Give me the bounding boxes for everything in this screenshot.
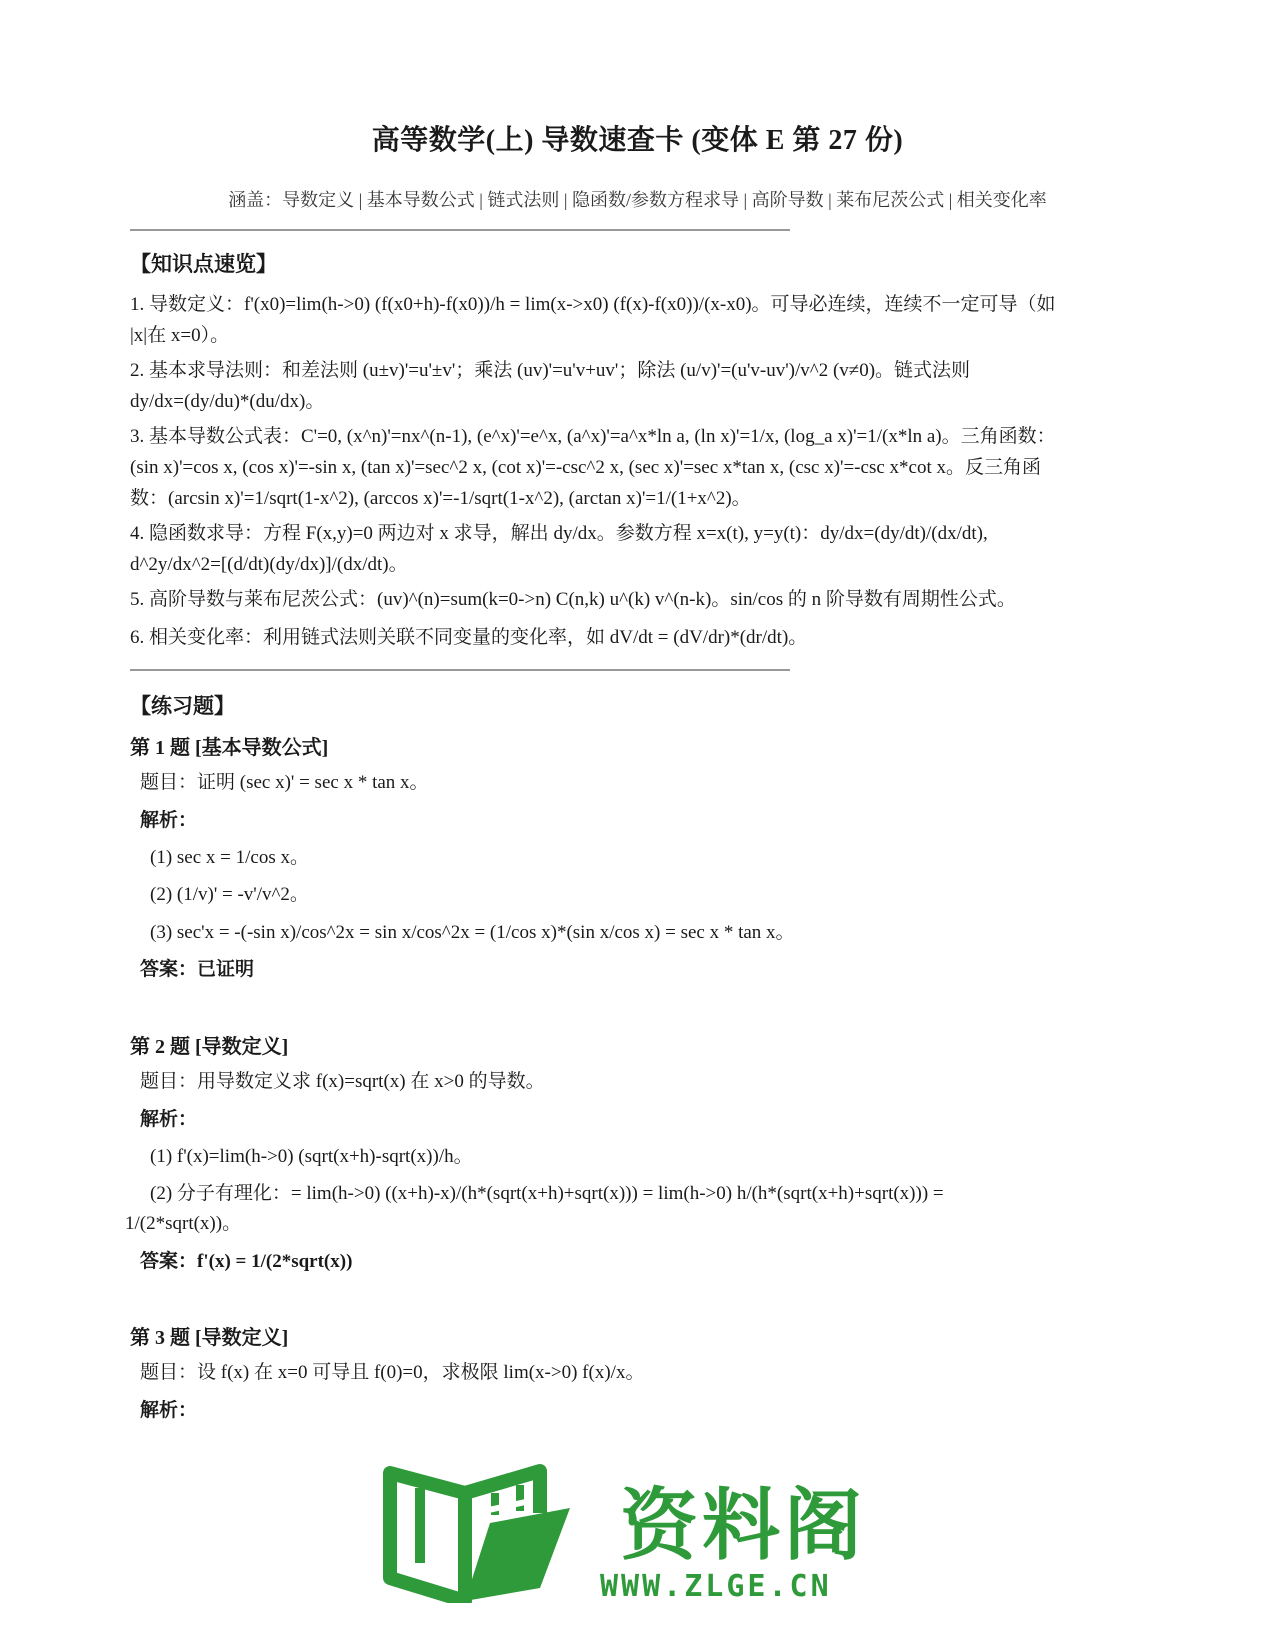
knowledge-item-text: |x|在 x=0）。 [130, 325, 230, 346]
question-prompt: 题目：证明 (sec x)' = sec x * tan x。 [140, 772, 429, 793]
analysis-step: (3) sec'x = -(-sin x)/cos^2x = sin x/cos^2x = (1/cos x)*(sin x/cos x) = sec x * tan x。 [150, 922, 795, 943]
knowledge-item-text: 1. 导数定义：f'(x0)=lim(h->0) (f(x0+h)-f(x0))/h = lim(x->x0) (f(x)-f(x0))/(x-x0)。可导必连续，连续不一定可导（如 [130, 294, 1056, 315]
knowledge-item-1 [130, 289, 1150, 351]
knowledge-item-text: 6. 相关变化率：利用链式法则关联不同变量的变化率，如 dV/dt = (dV/dr)*(dr/dt)。 [130, 627, 808, 648]
knowledge-item-text: 3. 基本导数公式表：C'=0, (x^n)'=nx^(n-1), (e^x)'=e^x, (a^x)'=a^x*ln a, (ln x)'=1/x, (log_a x)'=1/(x*ln a)。三角函数： [130, 426, 1056, 447]
analysis-step-text: 1/(2*sqrt(x))。 [125, 1213, 242, 1234]
question-1 [130, 731, 1150, 760]
knowledge-item-text: 2. 基本求导法则：和差法则 (u±v)'=u'±v'；乘法 (uv)'=u'v+uv'；除法 (u/v)'=(u'v-uv')/v^2 (v≠0)。链式法则 [130, 360, 971, 381]
exercises-heading: 【练习题】 [130, 694, 235, 718]
knowledge-section [130, 248, 1150, 278]
analysis-label: 解析： [140, 1109, 198, 1130]
analysis-label: 解析： [140, 810, 198, 831]
knowledge-item-text: 4. 隐函数求导：方程 F(x,y)=0 两边对 x 求导，解出 dy/dx。参数方程 x=x(t), y=y(t)：dy/dx=(dy/dt)/(dx/dt), [130, 523, 988, 544]
watermark-logo [400, 1463, 880, 1613]
knowledge-item-3 [130, 421, 1150, 514]
divider-line [130, 229, 790, 231]
question-2 [130, 1030, 1150, 1059]
knowledge-item-2 [130, 355, 1150, 417]
analysis-step-text: (2) 分子有理化：= lim(h->0) ((x+h)-x)/(h*(sqrt(x+h)+sqrt(x))) = lim(h->0) h/(h*(sqrt(x+h)+sqrt(x))) = [150, 1183, 944, 1204]
knowledge-item-text: dy/dx=(dy/du)*(du/dx)。 [130, 391, 325, 412]
answer-value: 已证明 [197, 959, 255, 980]
question-3 [130, 1321, 1150, 1350]
answer-line [130, 1247, 1160, 1277]
question-heading: 第 1 题 [基本导数公式] [130, 737, 329, 759]
question-prompt: 题目：设 f(x) 在 x=0 可导且 f(0)=0，求极限 lim(x->0) f(x)/x。 [140, 1362, 645, 1383]
analysis-step: (2) (1/v)' = -v'/v^2。 [150, 884, 309, 905]
knowledge-item-text: 5. 高阶导数与莱布尼茨公式：(uv)^(n)=sum(k=0->n) C(n,k) u^(k) v^(n-k)。sin/cos 的 n 阶导数有周期性公式。 [130, 589, 1016, 610]
page-title: 高等数学(上) 导数速查卡 (变体 E 第 27 份) [371, 125, 904, 156]
knowledge-item-text: 数：(arcsin x)'=1/sqrt(1-x^2), (arccos x)'=-1/sqrt(1-x^2), (arctan x)'=1/(1+x^2)。 [130, 488, 751, 509]
page-subtitle: 涵盖：导数定义 | 基本导数公式 | 链式法则 | 隐函数/参数方程求导 | 高阶导数 | 莱布尼茨公式 | 相关变化率 [228, 190, 1047, 210]
answer-value: f'(x) = 1/(2*sqrt(x)) [197, 1251, 353, 1272]
watermark-name: 资料阁 [620, 1481, 867, 1571]
knowledge-item-6 [130, 622, 1150, 653]
answer-label: 答案： [140, 1251, 198, 1272]
analysis-step [125, 1179, 1150, 1239]
knowledge-item-4 [130, 518, 1150, 580]
question-heading: 第 3 题 [导数定义] [130, 1327, 289, 1349]
divider-line [130, 669, 790, 671]
analysis-step: (1) sec x = 1/cos x。 [150, 847, 309, 868]
question-prompt: 题目：用导数定义求 f(x)=sqrt(x) 在 x>0 的导数。 [140, 1071, 545, 1092]
book-icon [380, 1453, 590, 1603]
analysis-step: (1) f'(x)=lim(h->0) (sqrt(x+h)-sqrt(x))/h。 [150, 1146, 473, 1167]
watermark-url: WWW.ZLGE.CN [600, 1569, 832, 1604]
knowledge-item-text: (sin x)'=cos x, (cos x)'=-sin x, (tan x)'=sec^2 x, (cot x)'=-csc^2 x, (sec x)'=sec x*tan x, (csc x)'=-csc x*cot x。反三角函 [130, 457, 1041, 478]
answer-label: 答案： [140, 959, 198, 980]
knowledge-item-5 [130, 584, 1150, 615]
answer-line [130, 955, 1160, 985]
analysis-label: 解析： [140, 1400, 198, 1421]
knowledge-item-text: d^2y/dx^2=[(d/dt)(dy/dx)]/(dx/dt)。 [130, 554, 408, 575]
question-heading: 第 2 题 [导数定义] [130, 1036, 289, 1058]
exercises-section [130, 690, 1150, 720]
knowledge-heading: 【知识点速览】 [130, 252, 277, 276]
